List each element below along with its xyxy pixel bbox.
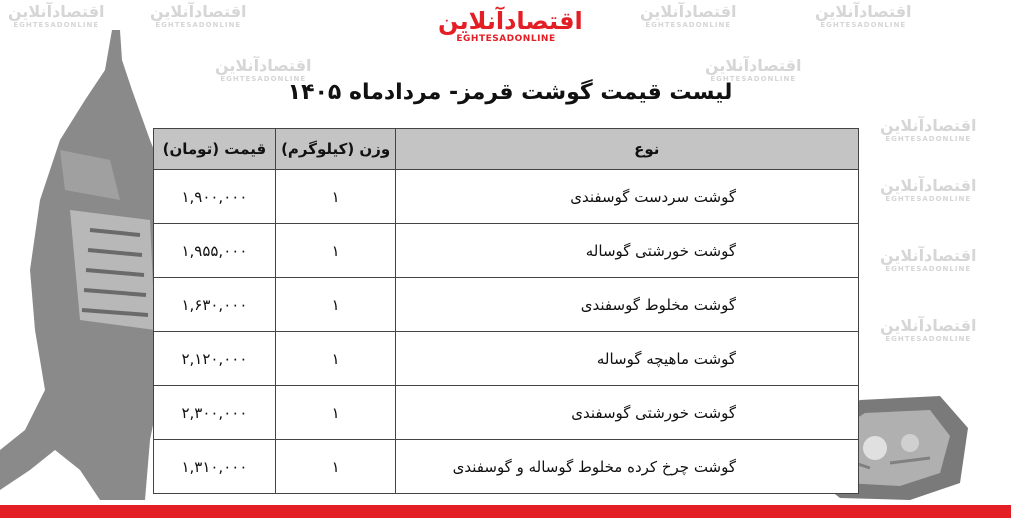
cell-price: ۱,۳۱۰,۰۰۰ xyxy=(154,440,276,494)
cell-price: ۱,۹۰۰,۰۰۰ xyxy=(154,170,276,224)
watermark: اقتصادآنلاین EGHTESADONLINE xyxy=(880,246,977,273)
header-type: نوع xyxy=(396,129,859,170)
cell-price: ۲,۳۰۰,۰۰۰ xyxy=(154,386,276,440)
table-row xyxy=(154,440,859,494)
cell-type: گوشت ماهیچه گوساله xyxy=(396,332,859,386)
header-price: قیمت (تومان) xyxy=(154,129,276,170)
cell-type: گوشت خورشتی گوسفندی xyxy=(396,386,859,440)
cell-weight: ۱ xyxy=(275,440,396,494)
cell-price: ۱,۶۳۰,۰۰۰ xyxy=(154,278,276,332)
cell-weight: ۱ xyxy=(275,278,396,332)
table-row xyxy=(154,332,859,386)
watermark: اقتصادآنلاین EGHTESADONLINE xyxy=(640,2,737,29)
table-row xyxy=(154,224,859,278)
cell-type: گوشت سردست گوسفندی xyxy=(396,170,859,224)
cell-type: گوشت چرخ کرده مخلوط گوساله و گوسفندی xyxy=(396,440,859,494)
watermark: اقتصادآنلاین EGHTESADONLINE xyxy=(815,2,912,29)
cell-weight: ۱ xyxy=(275,332,396,386)
cell-weight: ۱ xyxy=(275,224,396,278)
cell-type: گوشت مخلوط گوسفندی xyxy=(396,278,859,332)
watermark: اقتصادآنلاین EGHTESADONLINE xyxy=(880,176,977,203)
watermark: اقتصادآنلاین EGHTESADONLINE xyxy=(8,2,105,29)
watermark: اقتصادآنلاین EGHTESADONLINE xyxy=(215,56,312,83)
cell-price: ۲,۱۲۰,۰۰۰ xyxy=(154,332,276,386)
logo-text-en: EGHTESADONLINE xyxy=(456,34,556,44)
price-table xyxy=(153,128,859,494)
cell-weight: ۱ xyxy=(275,170,396,224)
page-title: لیست قیمت گوشت قرمز- مردادماه ۱۴۰۵ xyxy=(287,80,733,105)
table-header-row xyxy=(154,129,859,170)
watermark: اقتصادآنلاین EGHTESADONLINE xyxy=(150,2,247,29)
watermark: اقتصادآنلاین EGHTESADONLINE xyxy=(880,116,977,143)
cell-price: ۱,۹۵۵,۰۰۰ xyxy=(154,224,276,278)
cell-weight: ۱ xyxy=(275,386,396,440)
watermark: اقتصادآنلاین EGHTESADONLINE xyxy=(880,316,977,343)
table-row xyxy=(154,278,859,332)
cell-type: گوشت خورشتی گوساله xyxy=(396,224,859,278)
table-row xyxy=(154,386,859,440)
footer-red-bar xyxy=(0,505,1011,518)
watermark: اقتصادآنلاین EGHTESADONLINE xyxy=(705,56,802,83)
header-weight: وزن (کیلوگرم) xyxy=(275,129,396,170)
logo-text-fa: اقتصادآنلاین xyxy=(438,7,583,35)
brand-logo xyxy=(438,6,583,54)
table-row xyxy=(154,170,859,224)
